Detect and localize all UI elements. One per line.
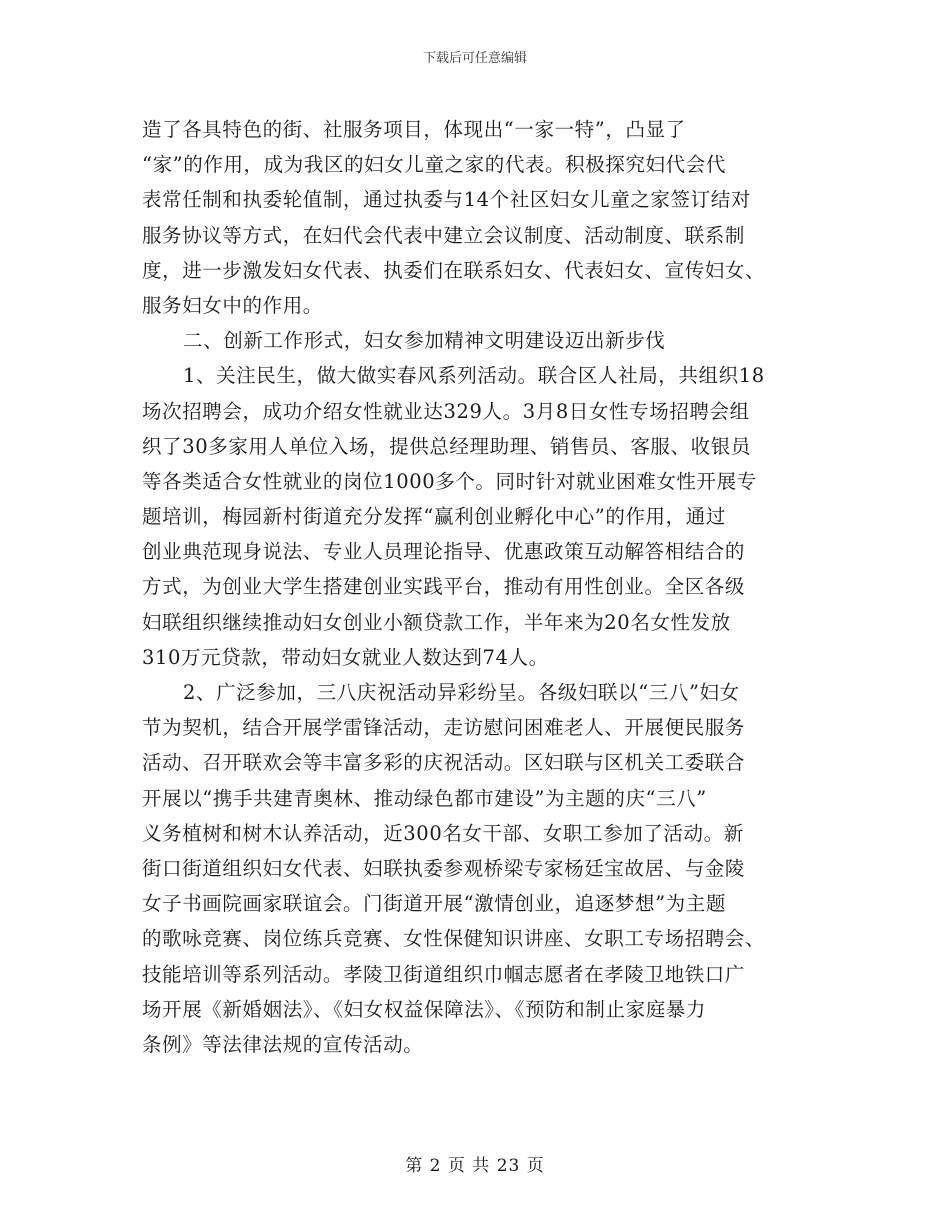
text-line: 技能培训等系列活动。孝陵卫街道组织巾帼志愿者在孝陵卫地铁口广 (142, 962, 746, 986)
page-header: 下载后可任意编辑 (422, 51, 527, 66)
text-line: 场开展《新婚姻法》、《妇女权益保障法》、《预防和制止家庭暴力 (142, 997, 707, 1021)
text-line: 女子书画院画家联谊会。门街道开展“激情创业，追逐梦想”为主题 (142, 892, 726, 916)
text-line: 的歌咏竞赛、岗位练兵竞赛、女性保健知识讲座、女职工专场招聘会、 (142, 927, 766, 951)
page-number: 第 2 页 共 23 页 (405, 1156, 545, 1176)
text-line: 310万元贷款，带动妇女就业人数达到74人。 (142, 645, 549, 669)
text-line: 题培训，梅园新村街道充分发挥“赢利创业孵化中心”的作用，通过 (142, 505, 726, 529)
text-line: 等各类适合女性就业的岗位1000多个。同时针对就业困难女性开展专 (142, 469, 757, 493)
text-line: 条例》等法律法规的宣传活动。 (142, 1032, 424, 1056)
text-line: 街口街道组织妇女代表、妇联执委参观桥梁专家杨廷宝故居、与金陵 (142, 856, 746, 880)
text-line: 服务协议等方式，在妇代会代表中建立会议制度、活动制度、联系制 (142, 223, 746, 247)
text-line: 方式，为创业大学生搭建创业实践平台，推动有用性创业。全区各级 (142, 575, 746, 599)
text-line: 场次招聘会，成功介绍女性就业达329人。3月8日女性专场招聘会组 (142, 399, 750, 423)
body-text (142, 112, 812, 1062)
text-line: 节为契机，结合开展学雷锋活动，走访慰问困难老人、开展便民服务 (142, 716, 746, 740)
text-line: 1、关注民生，做大做实春风系列活动。联合区人社局，共组织18 (183, 364, 765, 388)
text-line: 开展以“携手共建青奥林、推动绿色都市建设”为主题的庆“三八” (142, 786, 707, 810)
text-line: 2、广泛参加，三八庆祝活动异彩纷呈。各级妇联以“三八”妇女 (183, 681, 740, 704)
text-line: 活动、召开联欢会等丰富多彩的庆祝活动。区妇联与区机关工委联合 (142, 751, 746, 775)
text-line: 创业典范现身说法、专业人员理论指导、优惠政策互动解答相结合的 (142, 540, 746, 564)
section-heading: 二、创新工作形式，妇女参加精神文明建设迈出新步伐 (183, 329, 666, 353)
text-line: 服务妇女中的作用。 (142, 293, 323, 317)
text-line: 表常任制和执委轮值制，通过执委与14个社区妇女儿童之家签订结对 (142, 188, 751, 212)
text-line: 义务植树和树木认养活动，近300名女干部、女职工参加了活动。新 (142, 821, 744, 845)
text-line: 造了各具特色的街、社服务项目，体现出“一家一特”，凸显了 (142, 118, 686, 141)
text-line: “家”的作用，成为我区的妇女儿童之家的代表。积极探究妇代会代 (142, 153, 726, 177)
text-line: 织了30多家用人单位入场，提供总经理助理、销售员、客服、收银员 (142, 434, 751, 458)
text-line: 妇联组织继续推动妇女创业小额贷款工作，半年来为20名女性发放 (142, 610, 731, 634)
text-line: 度，进一步激发妇女代表、执委们在联系妇女、代表妇女、宣传妇女、 (142, 258, 766, 282)
